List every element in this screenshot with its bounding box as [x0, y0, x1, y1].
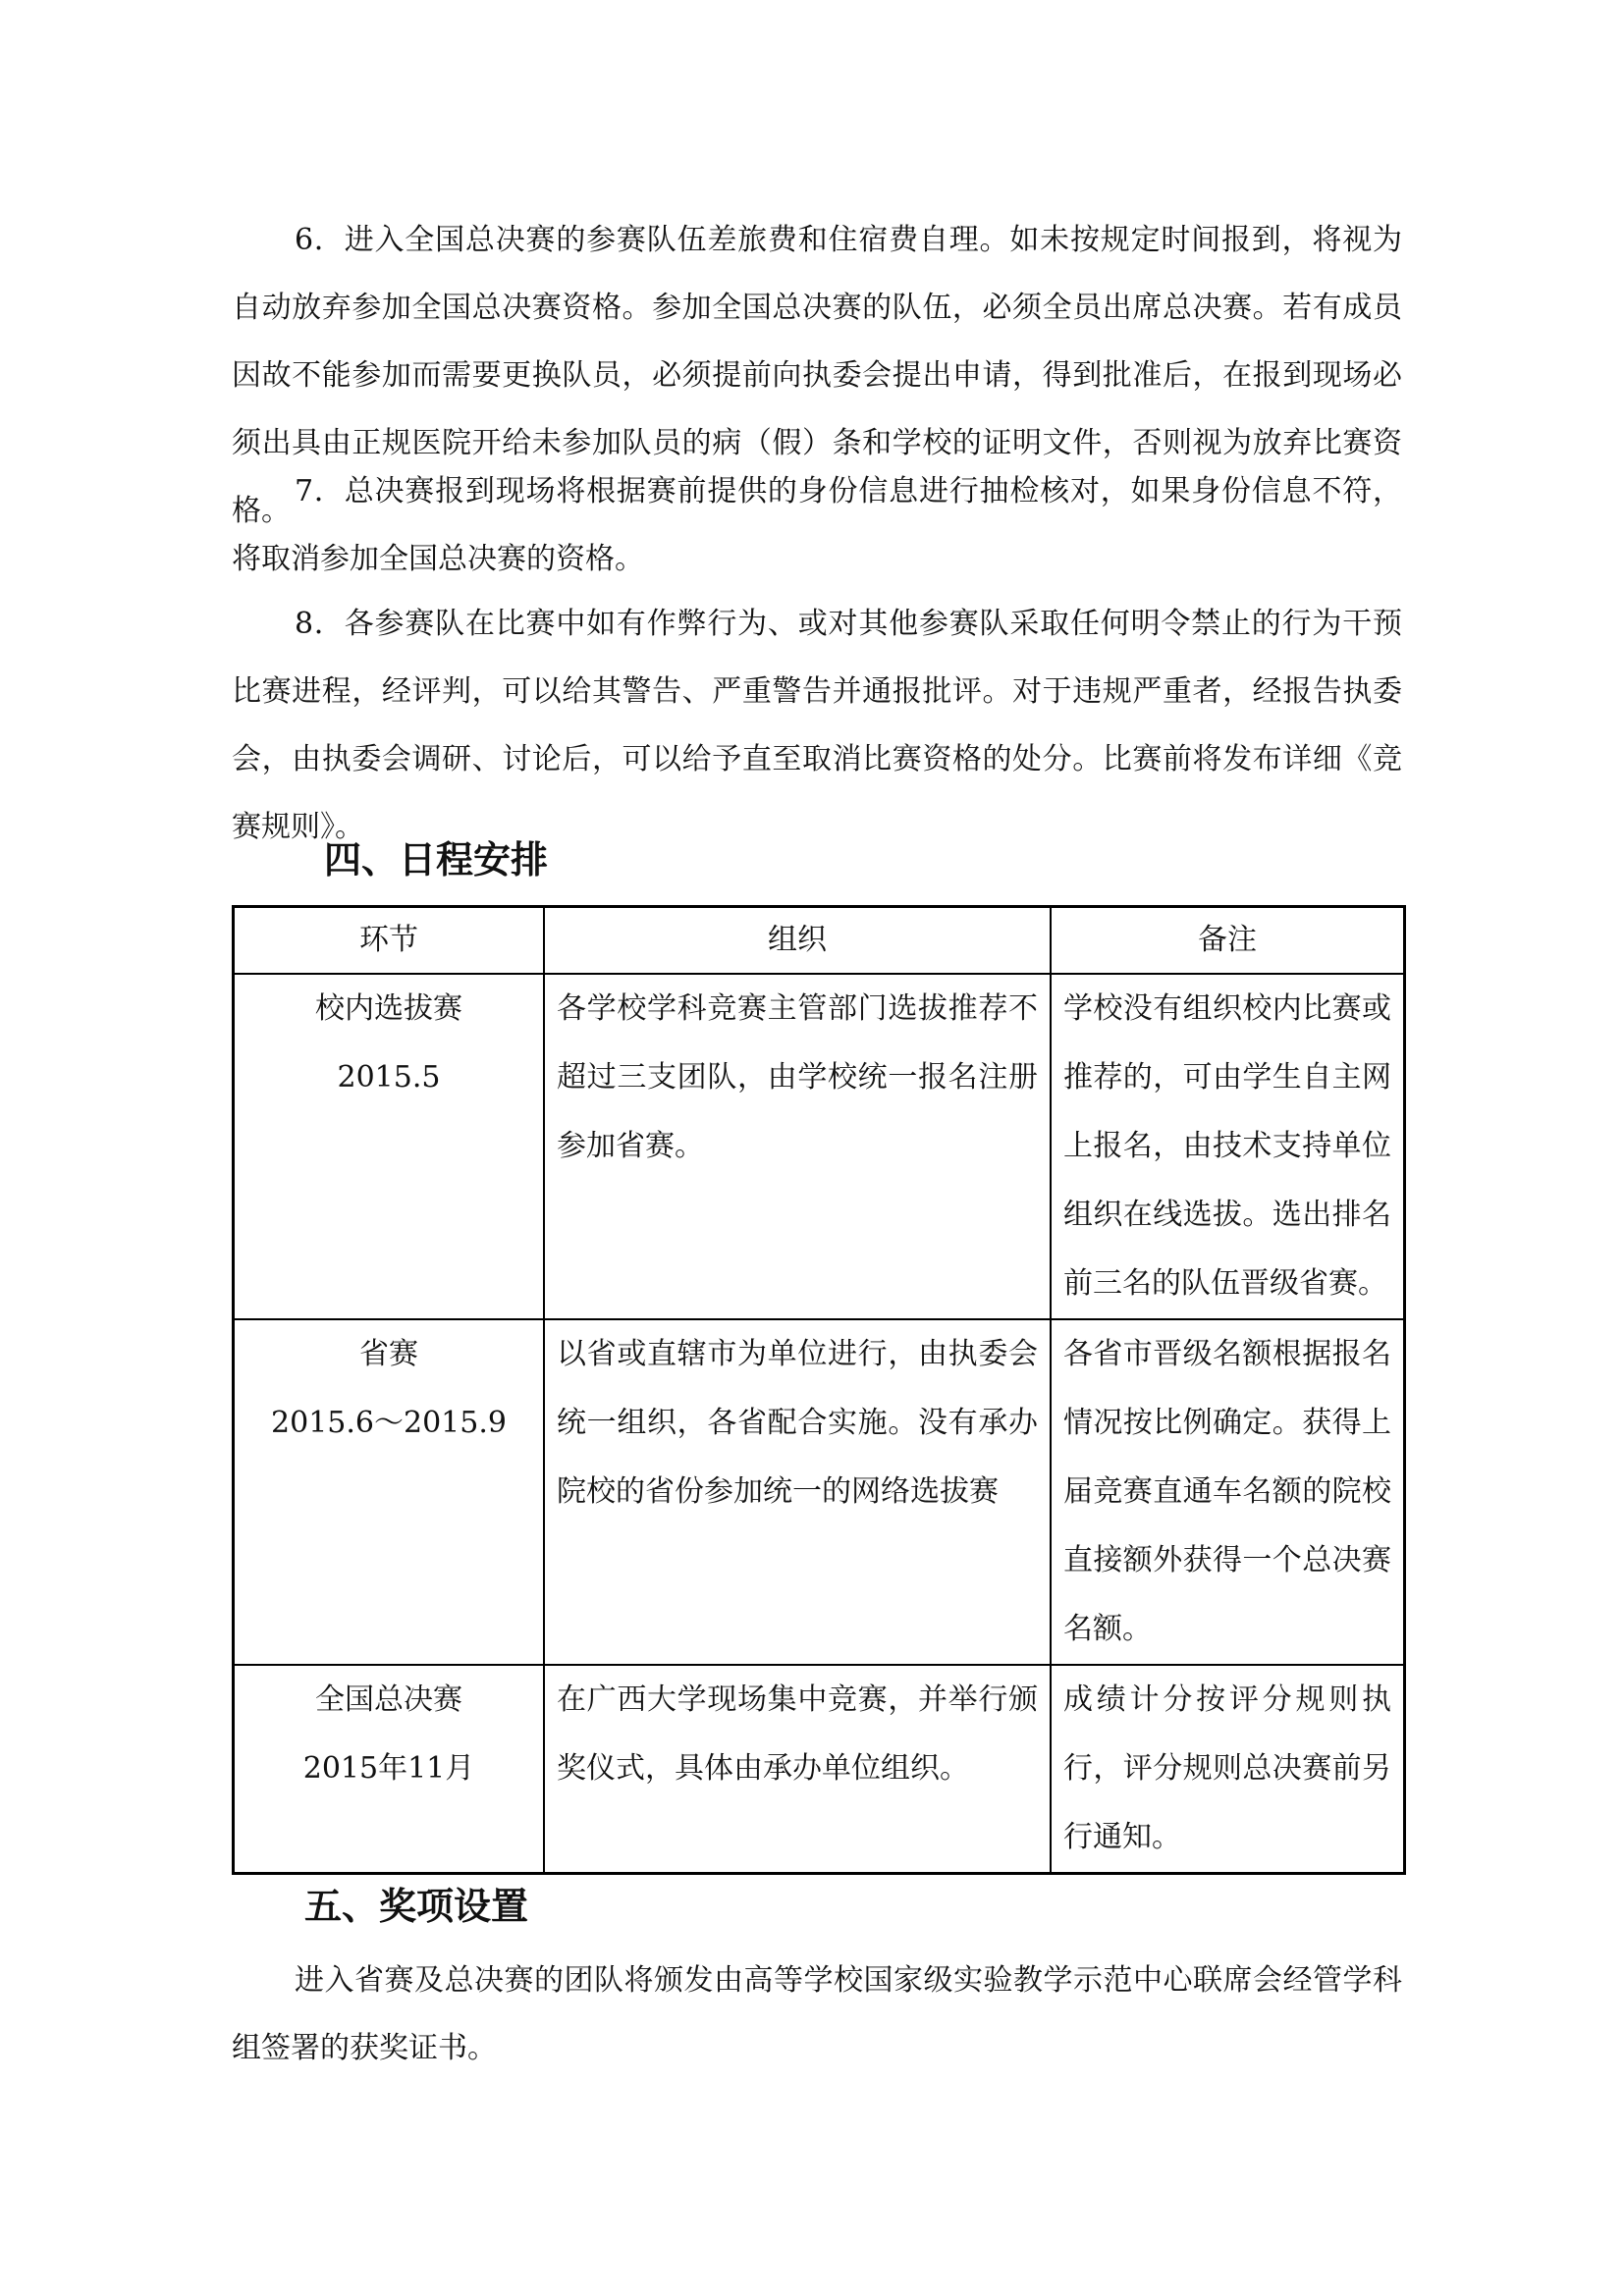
note-cell: 各省市晋级名额根据报名情况按比例确定。获得上届竞赛直通车名额的院校直接额外获得一个总决赛名额。 — [1051, 1319, 1405, 1665]
paragraph-6: 6．进入全国总决赛的参赛队伍差旅费和住宿费自理。如未按规定时间报到，将视为自动放弃参加全国总决赛资格。参加全国总决赛的队伍，必须全员出席总决赛。若有成员因故不能参加而需要更换队员，必须提前向执委会提出申请，得到批准后，在报到现场必须出具由正规医院开给未参加队员的病（假）条和学校的证明文件，否则视为放弃比赛资格。 — [232, 223, 1402, 528]
stage-date: 2015.5 — [337, 1060, 441, 1095]
table-row — [234, 1319, 1405, 1665]
schedule-table — [232, 905, 1406, 1875]
organization-cell: 在广西大学现场集中竞赛，并举行颁奖仪式，具体由承办单位组织。 — [544, 1665, 1051, 1874]
table-header-row — [234, 907, 1405, 975]
stage-date: 2015年11月 — [302, 1751, 475, 1786]
paragraph-awards: 进入省赛及总决赛的团队将颁发由高等学校国家级实验教学示范中心联席会经管学科组签署的获奖证书。 — [232, 1963, 1402, 2065]
stage-date: 2015.6～2015.9 — [271, 1406, 507, 1440]
table-row — [234, 974, 1405, 1319]
stage-name: 全国总决赛 — [315, 1682, 462, 1717]
stage-name: 校内选拔赛 — [315, 991, 462, 1026]
paragraph-7: 7．总决赛报到现场将根据赛前提供的身份信息进行抽检核对，如果身份信息不符，将取消参加全国总决赛的资格。 — [232, 474, 1402, 576]
section-heading-schedule: 四、日程安排 — [324, 838, 549, 881]
note-cell: 成绩计分按评分规则执行，评分规则总决赛前另行通知。 — [1051, 1665, 1405, 1874]
header-organization: 组织 — [544, 907, 1051, 975]
header-stage: 环节 — [234, 907, 545, 975]
table-row — [234, 1665, 1405, 1874]
organization-cell: 以省或直辖市为单位进行，由执委会统一组织，各省配合实施。没有承办院校的省份参加统一的网络选拔赛 — [544, 1319, 1051, 1665]
section-heading-awards: 五、奖项设置 — [304, 1885, 529, 1928]
stage-cell — [234, 1665, 545, 1874]
note-cell: 学校没有组织校内比赛或推荐的，可由学生自主网上报名，由技术支持单位组织在线选拔。选出排名前三名的队伍晋级省赛。 — [1051, 974, 1405, 1319]
stage-cell — [234, 974, 545, 1319]
stage-name: 省赛 — [359, 1337, 418, 1371]
organization-cell: 各学校学科竞赛主管部门选拔推荐不超过三支团队，由学校统一报名注册参加省赛。 — [544, 974, 1051, 1319]
paragraph-8: 8．各参赛队在比赛中如有作弊行为、或对其他参赛队采取任何明令禁止的行为干预比赛进程，经评判，可以给其警告、严重警告并通报批评。对于违规严重者，经报告执委会，由执委会调研、讨论后，可以给予直至取消比赛资格的处分。比赛前将发布详细《竞赛规则》。 — [232, 607, 1402, 844]
stage-cell — [234, 1319, 545, 1665]
header-note: 备注 — [1051, 907, 1405, 975]
